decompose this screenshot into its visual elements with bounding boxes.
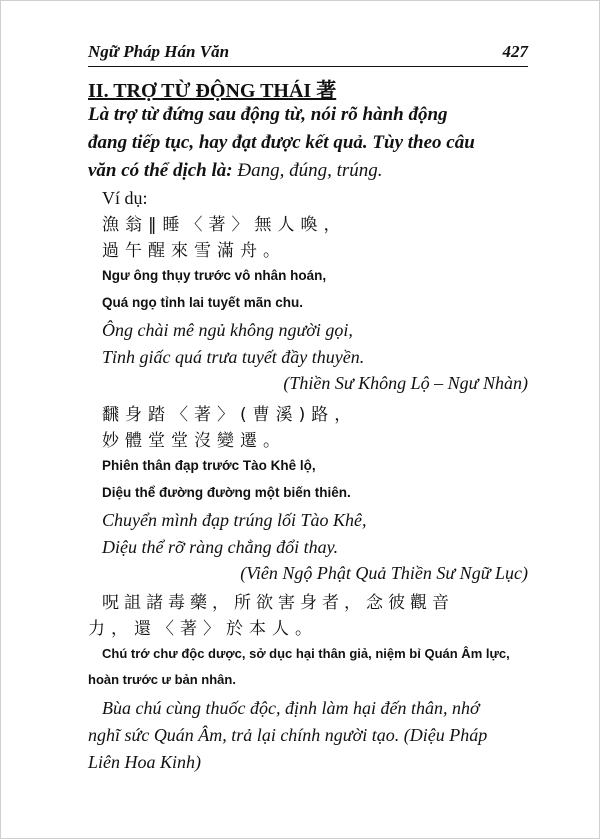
- ex3-reading-line-2: hoàn trước ư bản nhân.: [88, 672, 236, 687]
- ex2-source: (Viên Ngộ Phật Quả Thiền Sư Ngữ Lục): [240, 563, 528, 583]
- running-header: [88, 42, 528, 67]
- ex3-translation-line-3: Liên Hoa Kinh): [88, 752, 202, 772]
- ex1-translation-line-1: Ông chài mê ngủ không người gọi,: [102, 320, 353, 340]
- intro-line-3-italic: Đang, đúng, trúng.: [232, 160, 383, 181]
- intro-line-3: [88, 160, 383, 182]
- ex1-hanzi-line-2: 過午醒來雪滿舟。: [102, 241, 286, 261]
- page-number: 427: [502, 42, 528, 61]
- ex3-hanzi-line-1: 呪詛諸毒藥，所欲害身者，念彼觀音: [102, 593, 454, 613]
- example-label: Ví dụ:: [102, 188, 148, 208]
- ex2-translation-line-2: Diệu thể rỡ ràng chẳng đổi thay.: [102, 537, 339, 557]
- ex1-hanzi-line-1: 漁翁‖睡〈著〉無人喚，: [102, 215, 347, 235]
- book-title: Ngữ Pháp Hán Văn: [88, 42, 230, 61]
- ex1-source: (Thiền Sư Không Lộ – Ngư Nhàn): [283, 373, 528, 393]
- intro-line-2: đang tiếp tục, hay đạt được kết quả. Tùy theo câu: [88, 132, 475, 153]
- ex2-translation-line-1: Chuyển mình đạp trúng lối Tào Khê,: [102, 510, 367, 530]
- section-heading: II. TRỢ TỪ ĐỘNG THÁI 著: [88, 80, 337, 102]
- ex2-hanzi-line-1: 飜身踏〈著〉(曹溪)路，: [102, 405, 358, 425]
- ex2-hanzi-line-2: 妙體堂堂沒變遷。: [102, 431, 286, 451]
- ex3-reading-line-1: Chú trớ chư độc dược, sở dục hại thân giả, niệm bỉ Quán Âm lực,: [102, 646, 510, 661]
- ex3-hanzi-line-2: 力，還〈著〉於本人。: [88, 619, 318, 639]
- ex3-translation-line-1: Bùa chú cùng thuốc độc, định làm hại đến thân, nhớ: [102, 698, 480, 718]
- intro-line-1: Là trợ từ đứng sau động từ, nói rõ hành động: [88, 104, 448, 125]
- intro-line-3-bold: văn có thể dịch là:: [88, 160, 233, 181]
- ex1-translation-line-2: Tỉnh giấc quá trưa tuyết đầy thuyền.: [102, 347, 365, 367]
- ex3-translation-line-2: nghĩ sức Quán Âm, trả lại chính người tạo. (Diệu Pháp: [88, 725, 488, 745]
- ex1-reading-line-1: Ngư ông thụy trước vô nhân hoán,: [102, 268, 327, 283]
- ex1-reading-line-2: Quá ngọ tỉnh lai tuyết mãn chu.: [102, 295, 304, 310]
- ex2-reading-line-1: Phiên thân đạp trước Tào Khê lộ,: [102, 458, 316, 473]
- ex2-reading-line-2: Diệu thể đường đường một biến thiên.: [102, 485, 351, 500]
